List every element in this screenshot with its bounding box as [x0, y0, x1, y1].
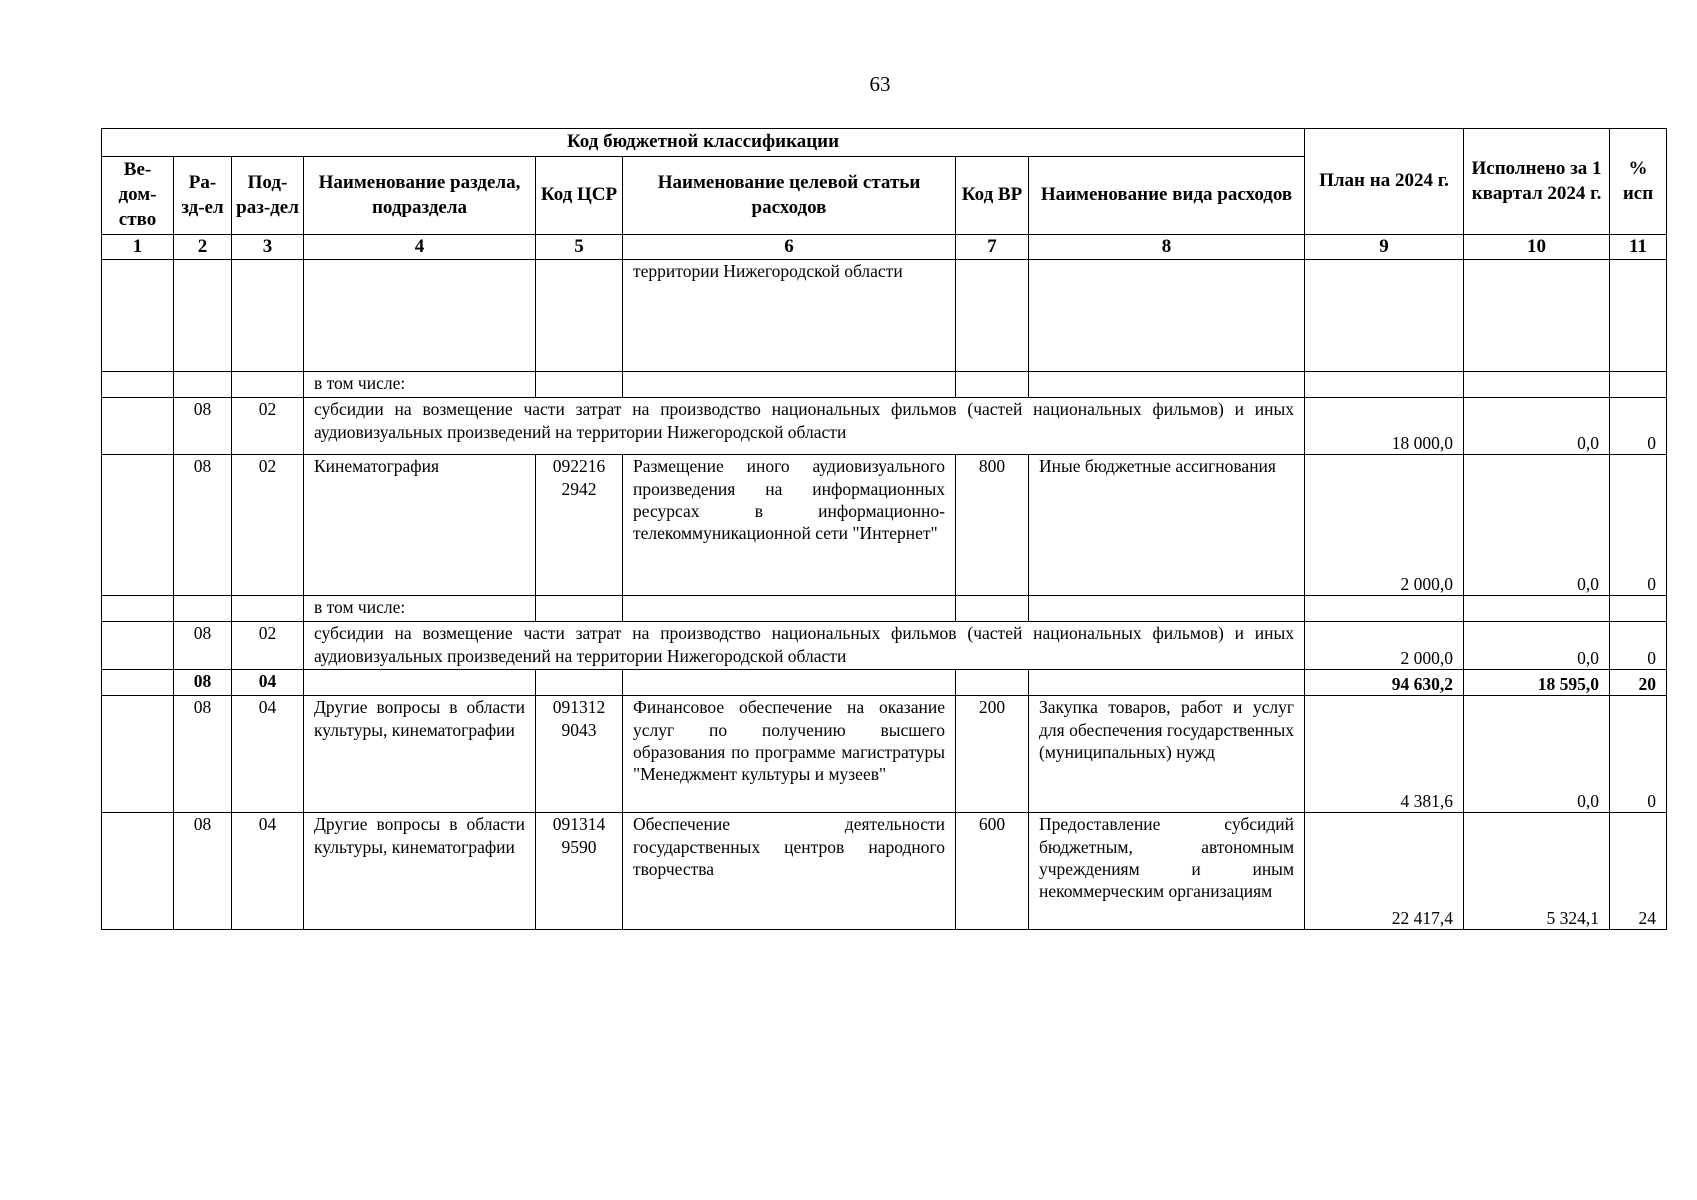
- column-number: 10: [1464, 235, 1610, 260]
- column-number: 2: [174, 235, 232, 260]
- table-row: [102, 696, 1667, 813]
- column-number: 1: [102, 235, 174, 260]
- col-header-vr: Код ВР: [956, 157, 1029, 235]
- cell-vedomstvo: [102, 813, 174, 930]
- cell-razdel: 08: [174, 696, 232, 813]
- cell-executed: 0,0: [1464, 622, 1610, 670]
- cell-percent: 0: [1610, 455, 1667, 596]
- cell-plan: 94 630,2: [1305, 670, 1464, 696]
- cell-executed: 0,0: [1464, 455, 1610, 596]
- cell-expense-name: [1029, 260, 1305, 372]
- column-numbers-row: [102, 235, 1667, 260]
- cell-section-name: Другие вопросы в области культуры, кинематографии: [304, 813, 536, 930]
- table-row: [102, 596, 1667, 622]
- col-header-csr: Код ЦСР: [536, 157, 623, 235]
- budget-classification-header: Код бюджетной классификации: [102, 129, 1305, 157]
- col-header-vedomstvo: Ве-дом-ство: [102, 157, 174, 235]
- table-row: [102, 398, 1667, 455]
- cell-section-name: Кинематография: [304, 455, 536, 596]
- cell-expense-name: Предоставление субсидий бюджетным, автономным учреждениям и иным некоммерческим организациям: [1029, 813, 1305, 930]
- cell-vedomstvo: [102, 455, 174, 596]
- table-row: [102, 260, 1667, 372]
- column-number: 11: [1610, 235, 1667, 260]
- table-row: [102, 455, 1667, 596]
- cell-target-name: территории Нижегородской области: [623, 260, 956, 372]
- plan-header: План на 2024 г.: [1305, 129, 1464, 235]
- column-number: 8: [1029, 235, 1305, 260]
- cell-target-name: Размещение иного аудиовизуального произведения на информационных ресурсах в информационно-телекоммуникационной сети "Интернет": [623, 455, 956, 596]
- table-row: [102, 813, 1667, 930]
- cell-target-name: Финансовое обеспечение на оказание услуг по получению высшего образования по программе магистратуры "Менеджмент культуры и музеев": [623, 696, 956, 813]
- cell-csr: 091314 9590: [536, 813, 623, 930]
- cell-executed: [1464, 260, 1610, 372]
- cell-podrazdel: 02: [232, 455, 304, 596]
- table-header: [102, 129, 1667, 235]
- cell-percent: 0: [1610, 622, 1667, 670]
- cell-csr: 092216 2942: [536, 455, 623, 596]
- cell-executed: 0,0: [1464, 696, 1610, 813]
- page-number: 63: [869, 72, 891, 96]
- cell-razdel: 08: [174, 455, 232, 596]
- column-number: 4: [304, 235, 536, 260]
- cell-subsidy-text: субсидии на возмещение части затрат на производство национальных фильмов (частей национальных фильмов) и иных аудиовизуальных произведений на территории Нижегородской области: [304, 398, 1305, 455]
- cell-executed: 0,0: [1464, 398, 1610, 455]
- col-header-expense-name: Наименование вида расходов: [1029, 157, 1305, 235]
- percent-header: % исп: [1610, 129, 1667, 235]
- table-row: [102, 372, 1667, 398]
- column-number: 6: [623, 235, 956, 260]
- cell-percent: 0: [1610, 398, 1667, 455]
- cell-vr: 600: [956, 813, 1029, 930]
- table-row: [102, 622, 1667, 670]
- cell-razdel: [174, 260, 232, 372]
- cell-podrazdel: 04: [232, 696, 304, 813]
- cell-section-name: [304, 260, 536, 372]
- cell-target-name: Обеспечение деятельности государственных центров народного творчества: [623, 813, 956, 930]
- executed-header: Исполнено за 1 квартал 2024 г.: [1464, 129, 1610, 235]
- cell-razdel: 08: [174, 670, 232, 696]
- column-number: 3: [232, 235, 304, 260]
- column-number: 9: [1305, 235, 1464, 260]
- cell-expense-name: Закупка товаров, работ и услуг для обеспечения государственных (муниципальных) нужд: [1029, 696, 1305, 813]
- table-row-total: [102, 670, 1667, 696]
- cell-plan: 22 417,4: [1305, 813, 1464, 930]
- column-number: 7: [956, 235, 1029, 260]
- cell-vr: 800: [956, 455, 1029, 596]
- cell-percent: 24: [1610, 813, 1667, 930]
- cell-vr: 200: [956, 696, 1029, 813]
- cell-percent: 0: [1610, 696, 1667, 813]
- cell-section-name: Другие вопросы в области культуры, кинематографии: [304, 696, 536, 813]
- col-header-target-name: Наименование целевой статьи расходов: [623, 157, 956, 235]
- cell-razdel: 08: [174, 398, 232, 455]
- cell-plan: [1305, 260, 1464, 372]
- budget-table: [101, 128, 1667, 930]
- cell-plan: 4 381,6: [1305, 696, 1464, 813]
- cell-csr: [536, 260, 623, 372]
- cell-podrazdel: [232, 260, 304, 372]
- cell-executed: 18 595,0: [1464, 670, 1610, 696]
- cell-expense-name: Иные бюджетные ассигнования: [1029, 455, 1305, 596]
- cell-note: в том числе:: [304, 596, 536, 622]
- cell-plan: 2 000,0: [1305, 622, 1464, 670]
- col-header-podrazdel: Под-раз-дел: [232, 157, 304, 235]
- cell-plan: 2 000,0: [1305, 455, 1464, 596]
- cell-vedomstvo: [102, 696, 174, 813]
- cell-podrazdel: 02: [232, 622, 304, 670]
- cell-subsidy-text: субсидии на возмещение части затрат на производство национальных фильмов (частей национальных фильмов) и иных аудиовизуальных произведений на территории Нижегородской области: [304, 622, 1305, 670]
- cell-vr: [956, 260, 1029, 372]
- col-header-section-name: Наименование раздела, подраздела: [304, 157, 536, 235]
- cell-executed: 5 324,1: [1464, 813, 1610, 930]
- cell-razdel: 08: [174, 813, 232, 930]
- cell-razdel: 08: [174, 622, 232, 670]
- cell-plan: 18 000,0: [1305, 398, 1464, 455]
- cell-percent: 20: [1610, 670, 1667, 696]
- cell-podrazdel: 02: [232, 398, 304, 455]
- col-header-razdel: Ра-зд-ел: [174, 157, 232, 235]
- cell-percent: [1610, 260, 1667, 372]
- cell-podrazdel: 04: [232, 670, 304, 696]
- cell-csr: 091312 9043: [536, 696, 623, 813]
- column-number: 5: [536, 235, 623, 260]
- cell-podrazdel: 04: [232, 813, 304, 930]
- cell-note: в том числе:: [304, 372, 536, 398]
- cell-vedomstvo: [102, 260, 174, 372]
